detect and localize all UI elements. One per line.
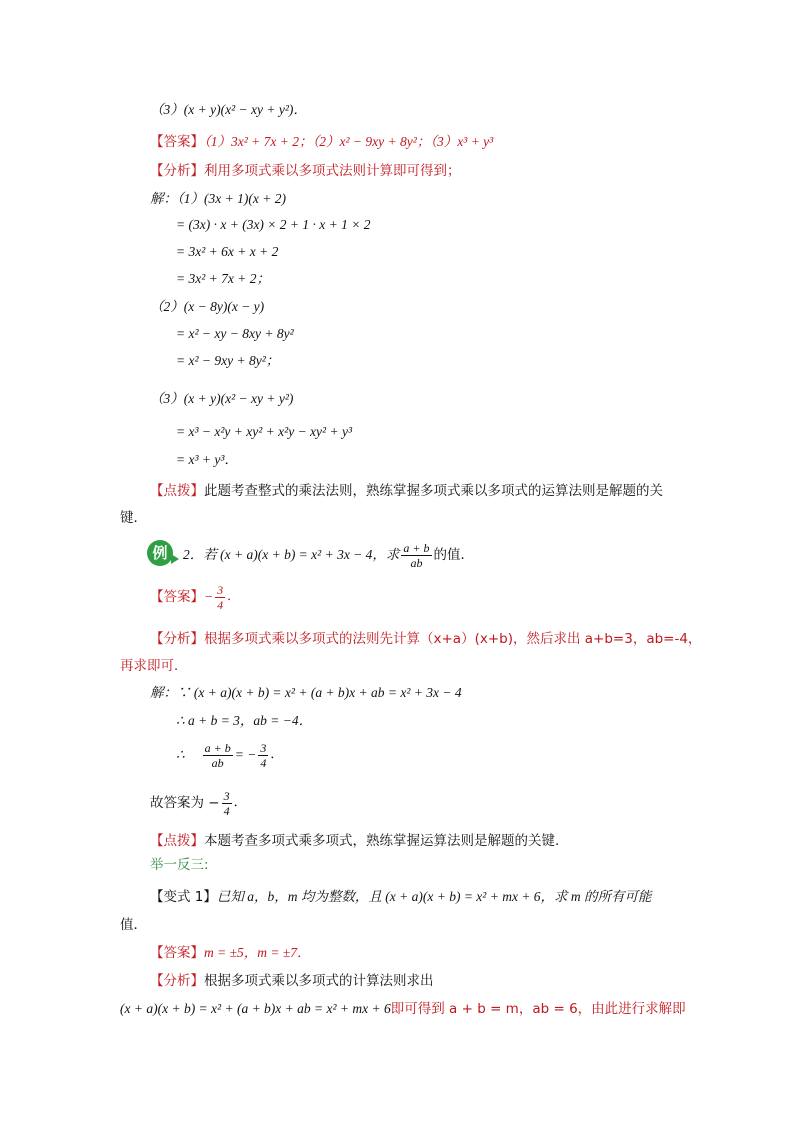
step-line: = x³ − x²y + xy² + x²y − xy² + y³ [176, 424, 352, 439]
fraction [215, 583, 225, 612]
variant-line-2: 值． [120, 917, 147, 933]
variant-tag: 【变式 1】 [150, 889, 217, 905]
analysis-line-3b [120, 1000, 686, 1019]
example-2-line [183, 540, 474, 570]
q3-line: （3）(x + y)(x² − xy + y²)． [150, 102, 307, 117]
answer-end: ． [227, 589, 241, 604]
example-2-text: 2．若 (x + a)(x + b) = x² + 3x − 4，求 [183, 547, 400, 562]
fraction [222, 789, 232, 818]
step-line: = (3x) · x + (3x) × 2 + 1 · x + 1 × 2 [176, 217, 371, 232]
fraction [258, 741, 268, 770]
analysis-tag: 【分析】 [150, 631, 204, 647]
answer-line-1 [150, 133, 493, 152]
fraction [401, 541, 431, 570]
solution-2-line: （2）(x − 8y)(x − y) [150, 299, 265, 314]
analysis-text: 根据多项式乘以多项式的计算法则求出 [204, 973, 434, 989]
variant-line-1 [150, 888, 652, 907]
analysis-line-3 [150, 972, 434, 991]
solution-line: 解：∵ (x + a)(x + b) = x² + (a + b)x + ab = x² + 3x − 4 [150, 685, 462, 700]
answer-tag: 【答案】 [150, 134, 204, 150]
tip-line-2: 键． [120, 510, 147, 526]
step-line: = x³ + y³． [176, 452, 238, 467]
tip-text: 本题考查多项式乘多项式，熟练掌握运算法则是解题的关键. [204, 833, 560, 849]
answer-tag: 【答案】 [150, 945, 204, 961]
analysis-line-2b: 再求即可． [120, 658, 188, 674]
fraction-numerator: a + b [403, 540, 430, 555]
fraction-numerator: 3 [217, 582, 224, 597]
solution-line: ∴ a + b = 3，ab = −4． [176, 713, 313, 728]
tip-line-3 [150, 832, 559, 851]
analysis-tag: 【分析】 [150, 973, 204, 989]
answer-text: m = ±5，m = ±7． [204, 945, 311, 960]
therefore-symbol: ∴ [176, 747, 185, 762]
tip-line-1 [150, 482, 663, 501]
fraction-denominator: 4 [260, 755, 267, 770]
tip-text: 此题考查整式的乘法法则，熟练掌握多项式乘以多项式的运算法则是解题的关 [204, 483, 663, 499]
analysis-line-1 [150, 162, 461, 181]
variant-text: 已知 a，b，m 均为整数，且 (x + a)(x + b) = x² + mx + 6，求 m 的所有可能 [216, 889, 652, 904]
example-2-end: 的值． [433, 547, 475, 563]
answer-tag: 【答案】 [150, 589, 204, 605]
solution-1-line: 解：（1）(3x + 1)(x + 2) [150, 191, 286, 206]
step-line: = 3x² + 6x + x + 2 [176, 244, 279, 259]
end-mark: ． [270, 747, 284, 762]
equals-sign: = − [234, 747, 257, 762]
practice-heading: 举一反三: [150, 857, 209, 873]
answer-sign: − [204, 589, 214, 604]
end-mark: ． [233, 795, 247, 810]
analysis-line-2 [150, 630, 701, 649]
analysis-text: 根据多项式乘以多项式的法则先计算（x+a）(x+b)，然后求出 a+b=3，ab=-4， [204, 631, 702, 647]
answer-text: （1）3x² + 7x + 2；（2）x² − 9xy + 8y²；（3）x³ + y³ [204, 134, 494, 149]
fraction-denominator: 4 [223, 803, 230, 818]
step-line: = 3x² + 7x + 2； [176, 271, 270, 286]
step-line: = x² − xy − 8xy + 8y² [176, 326, 294, 341]
solution-line [176, 738, 283, 772]
formula: (x + a)(x + b) = x² + (a + b)x + ab = x² + mx + 6 [120, 1001, 391, 1016]
tip-tag: 【点拨】 [150, 833, 204, 849]
fraction-denominator: ab [211, 755, 224, 770]
step-line: = x² − 9xy + 8y²； [176, 353, 280, 368]
fraction-denominator: ab [410, 555, 423, 570]
solution-3-line: （3）(x + y)(x² − xy + y²) [150, 391, 294, 406]
answer-line-3 [150, 944, 311, 963]
fraction-denominator: 4 [217, 597, 224, 612]
tip-tag: 【点拨】 [150, 483, 204, 499]
analysis-continuation: 即可得到 a + b = m，ab = 6，由此进行求解即 [390, 1001, 686, 1017]
analysis-text: 利用多项式乘以多项式法则计算即可得到； [204, 163, 461, 179]
example-badge: 例 [147, 540, 173, 566]
answer-line-2 [150, 582, 240, 612]
conclusion-text: 故答案为 − [150, 795, 220, 811]
fraction [203, 741, 233, 770]
fraction-numerator: 3 [223, 788, 230, 803]
fraction-numerator: 3 [260, 740, 267, 755]
conclusion-line [150, 788, 247, 818]
fraction-numerator: a + b [204, 740, 231, 755]
analysis-tag: 【分析】 [150, 163, 204, 179]
